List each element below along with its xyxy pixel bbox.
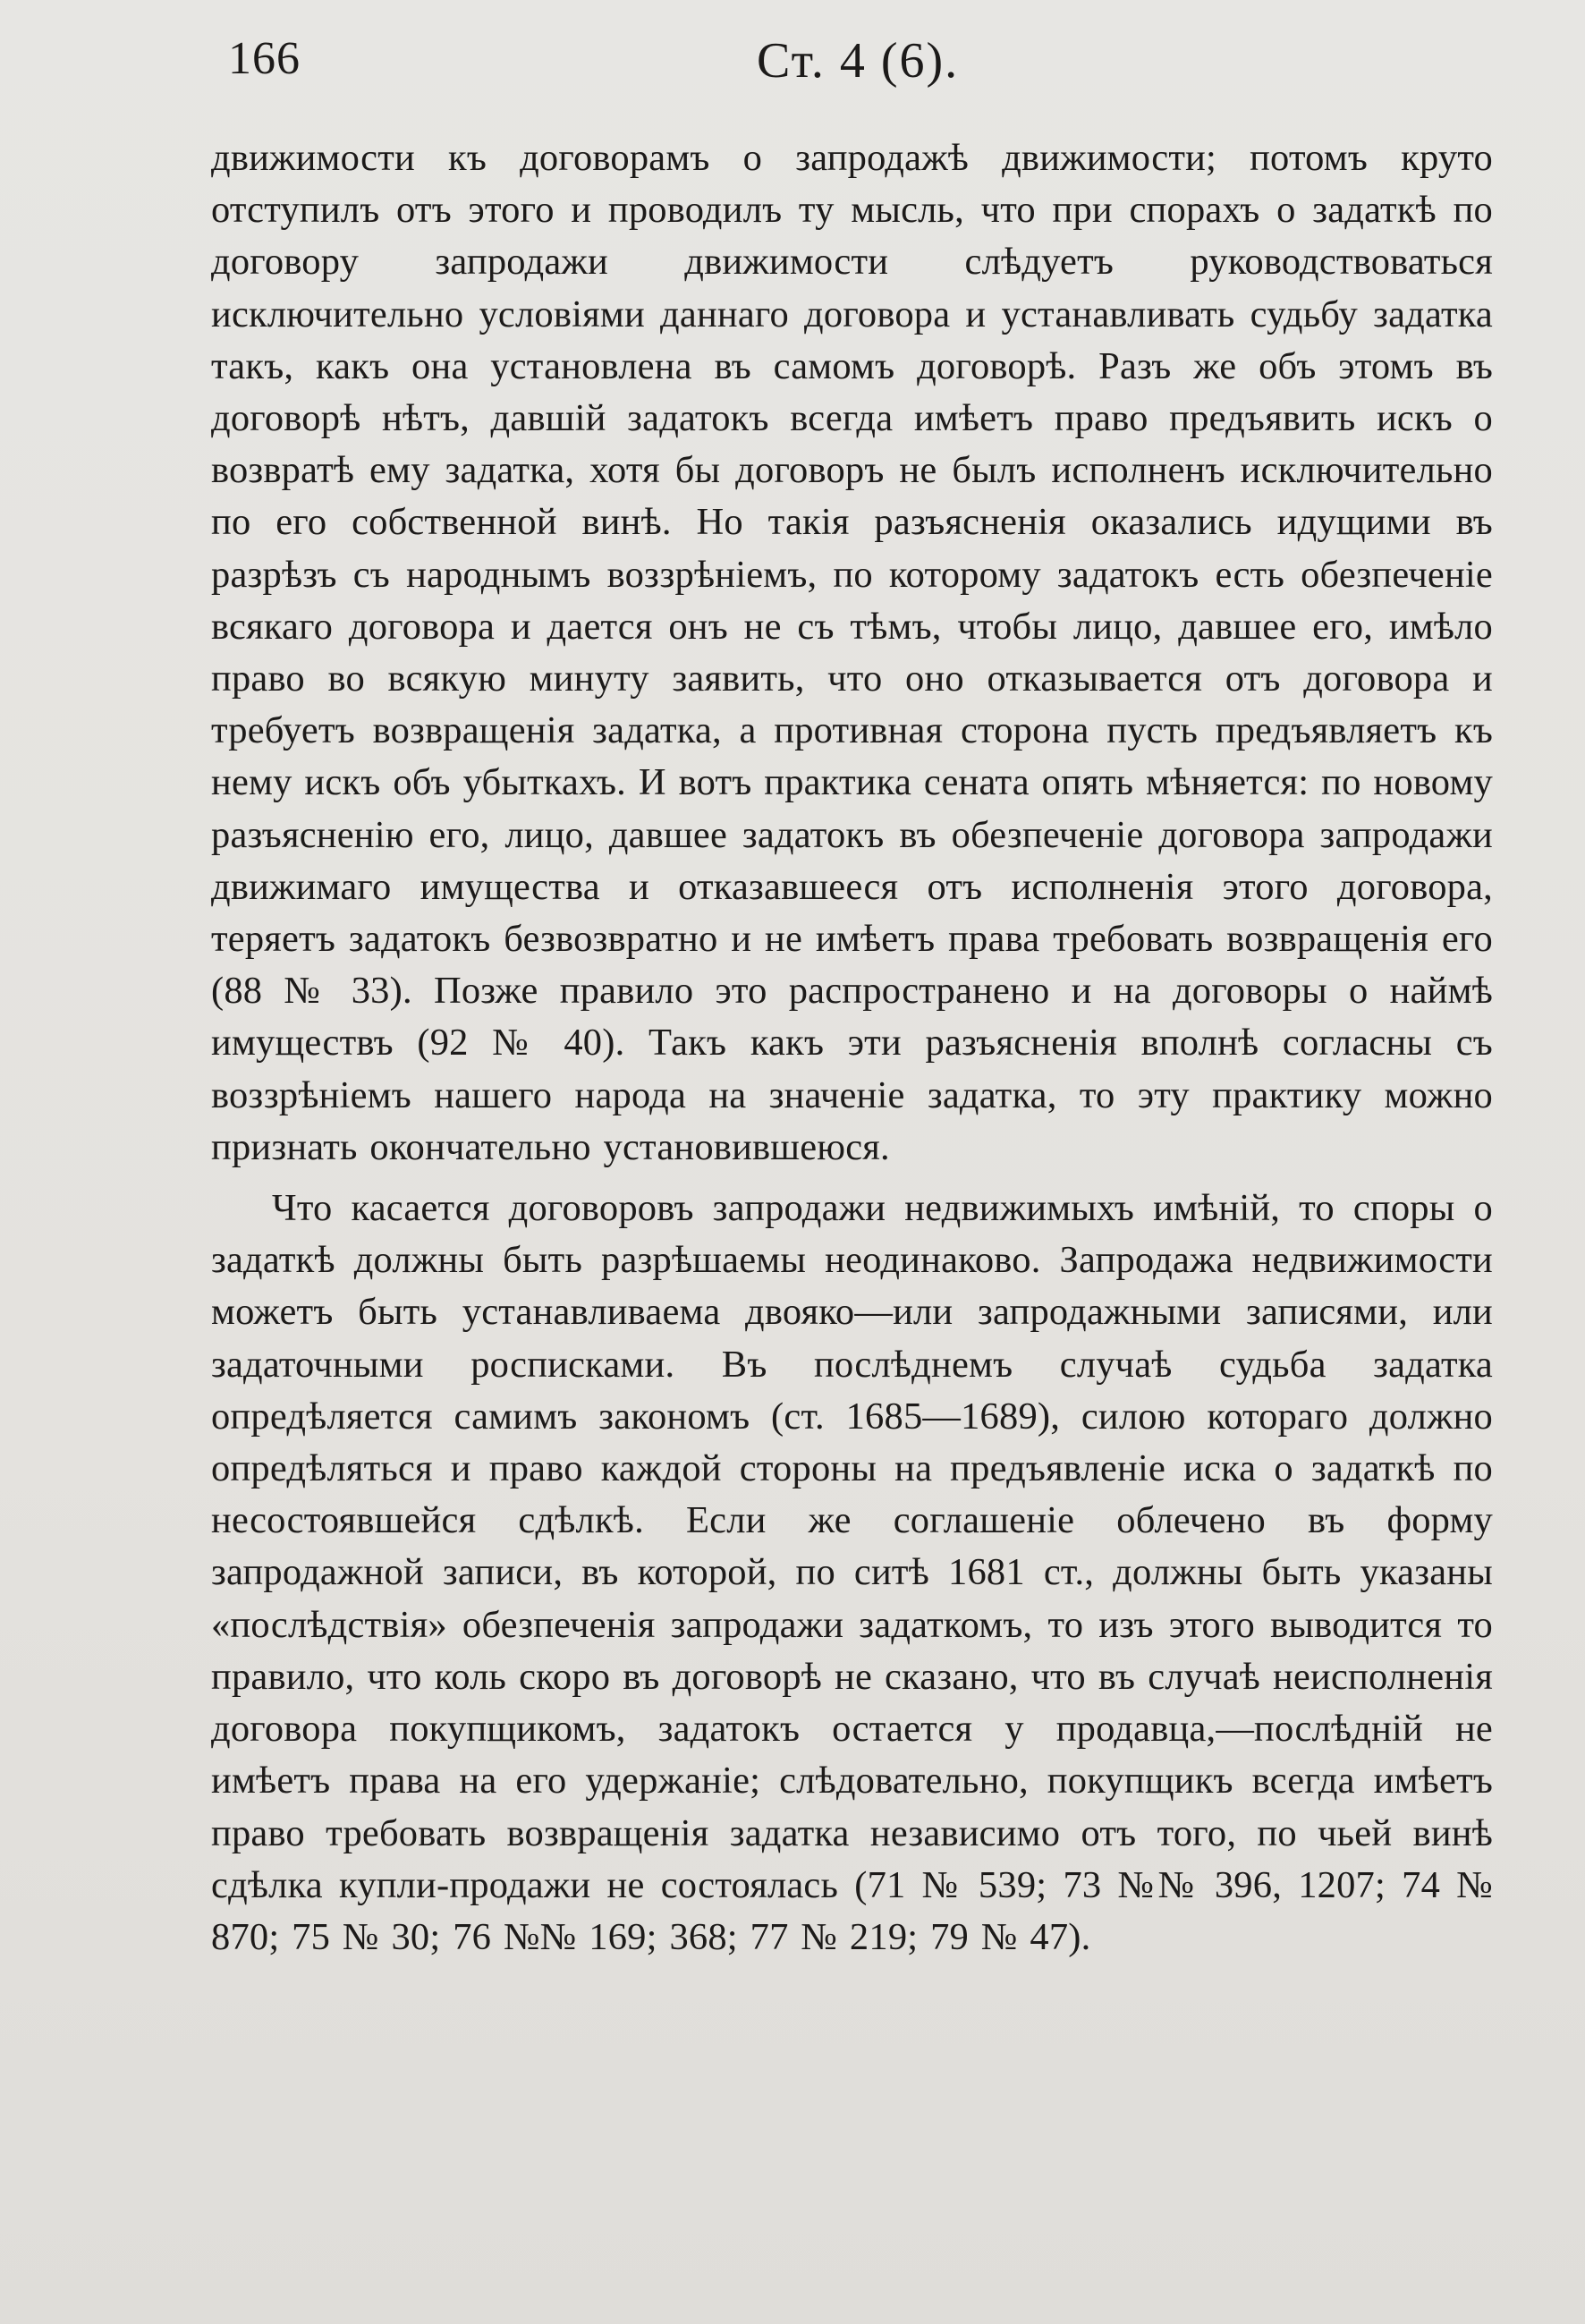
page-number: 166	[228, 33, 301, 84]
body-text	[211, 132, 1493, 1964]
running-head: Ст. 4 (6).	[757, 33, 960, 89]
page-header	[224, 25, 1496, 106]
paragraph-1: движимости къ договорамъ о запродажѣ движимости; потомъ круто отступилъ отъ этого и проводилъ ту мысль, что при спорахъ о задаткѣ по договору запродажи движимости слѣдуетъ руководствоваться исключительно условіями даннаго договора и устанавливать судьбу задатка такъ, какъ она установлена въ самомъ договорѣ. Разъ же объ этомъ въ договорѣ нѣтъ, давшій задатокъ всегда имѣетъ право предъявить искъ о возвратѣ ему задатка, хотя бы договоръ не былъ исполненъ исключительно по его собственной винѣ. Но такія разъясненія оказались идущими въ разрѣзъ съ народнымъ воззрѣніемъ, по которому задатокъ есть обезпеченіе всякаго договора и дается онъ не съ тѣмъ, чтобы лицо, давшее его, имѣло право во всякую минуту заявить, что оно отказывается отъ договора и требуетъ возвращенія задатка, а противная сторона пусть предъявляетъ къ нему искъ объ убыткахъ. И вотъ практика сената опять мѣняется: по новому разъясненію его, лицо, давшее задатокъ въ обезпеченіе договора запродажи движимаго имущества и отказавшееся отъ исполненія этого договора, теряетъ задатокъ безвозвратно и не имѣетъ права требовать возвращенія его (88 № 33). Позже правило это распространено и на договоры о наймѣ имуществъ (92 № 40). Такъ какъ эти разъясненія вполнѣ согласны съ воззрѣніемъ нашего народа на значеніе задатка, то эту практику можно признать окончательно установившеюся.	[211, 137, 1493, 1168]
paragraph-2: Что касается договоровъ запродажи недвижимыхъ имѣній, то споры о задаткѣ должны быть разрѣшаемы неодинаково. Запродажа недвижимости можетъ быть устанавливаема двояко—или запродажными записями, или задаточными росписками. Въ послѣднемъ случаѣ судьба задатка опредѣляется самимъ закономъ (ст. 1685—1689), силою котораго должно опредѣляться и право каждой стороны на предъявленіе иска о задаткѣ по несостоявшейся сдѣлкѣ. Если же соглашеніе облечено въ форму запродажной записи, въ которой, по ситѣ 1681 ст., должны быть указаны «послѣдствія» обезпеченія запродажи задаткомъ, то изъ этого выводится то правило, что коль скоро въ договорѣ не сказано, что въ случаѣ неисполненія договора покупщикомъ, задатокъ остается у продавца,—послѣдній не имѣетъ права на его удержаніе; слѣдовательно, покупщикъ всегда имѣетъ право требовать возвращенія задатка независимо отъ того, по чьей винѣ сдѣлка купли-продажи не состоялась (71 № 539; 73 №№ 396, 1207; 74 № 870; 75 № 30; 76 №№ 169; 368; 77 № 219; 79 № 47).	[211, 1187, 1493, 1958]
